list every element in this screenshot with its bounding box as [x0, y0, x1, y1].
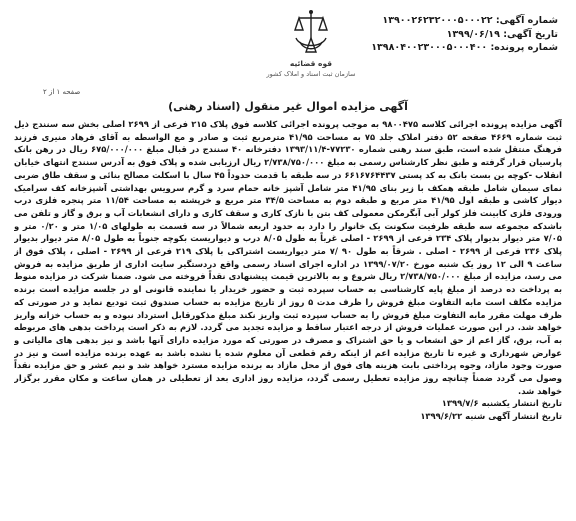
- organization-block: [236, 58, 386, 80]
- ad-date: تاریخ آگهی: ۱۳۹۹/۰۶/۱۹: [446, 28, 558, 40]
- ad-number: شماره آگهی: ۱۳۹۰۰۲۶۲۳۲۰۰۰۵۰۰۰۲۲: [382, 15, 558, 26]
- notice-body: [14, 118, 562, 518]
- publish-date-1: تاریخ انتشار یکشنبه ۱۳۹۹/۷/۶: [441, 398, 562, 409]
- org-subtitle: سازمان ثبت اسناد و املاک کشور: [266, 70, 356, 78]
- publish-date-2: تاریخ انتشار آگهی شنبه ۱۳۹۹/۶/۲۲: [420, 411, 562, 422]
- judiciary-emblem-icon: [290, 8, 332, 56]
- notice-text: آگهی مزایده پرونده اجرائی کلاسه ۹۸۰۰۴۷۵ به موجب پرونده اجرائی کلاسه فوق پلاک ۲۱۵ فرعی از ۲۶۹۹ اصلی بخش سه سنندج ذیل ثبت شماره ۴۶۶۹ صفحه ۵۲ دفتر املاک جلد ۷۵ به مساحت ۴۱/۹۵ مترمربع ثبت و صادر و مع الواسطه به آقای فرهاد منیری فرزند فرهنگ منتقل شده است، طبق سند رهنی شماره ۷۷۲۳۰-۱۳۹۳/۱۱/۴ دفترخانه ۴۰ سنندج در قبال مبلغ ۶۷۵/۰۰۰/۰۰۰ ریال در رهن بانک پارسیان قرار گرفته و طبق نظر کارشناس رسمی به مبلغ ۲/۷۳۸/۷۵۰/۰۰۰ ریال ارزیابی شده و پلاک فوق به آدرس سنندج انتهای خیابان انقلاب -کوچه بن بست بانک به کد پستی ۶۶۱۶۷۶۴۴۳۷ در سه طبقه با قدمت حدوداً ۴۵ سال با اسکلت مصالح بنائی و سقف طاق ضربی نمای سیمان شامل طبقه همکف با زیر بنای ۴۱/۹۵ متر شامل آشپز خانه حمام سرد و گرم سرویس بهداشتی آشپزخانه کف سرامیک دیوار کاشی و طبقه اول ۴۱/۹۵ متر مربع و طبقه دوم به مساحت ۳۴/۵ متر مربع و خرپشته به مساحت ۱۱/۵۴ متر پنجره فلزی درب ورودی فلزی کابینت فلز کولر آبی آبگرمکن معمولی کف بتن با نازک کاری و سقف کاری و دارای انشعابات آب و برق و گاز و تلفن می باشدکه مجموعه سه طبقه ظرفیت سکونت یک خانوار را دارد به حدود اربعه شمالاً در سه قسمت به طولهای ۱/۰۵ متر و ۰/۲۰ متر و ۷/۰۵ متر دیوار بدیوار پلاک ۲۳۴ فرعی از ۲۶۹۹ - اصلی غرباً به طول ۸/۰۵ درب و دیواریست بکوچه جنوباً به طول ۸/۰۵ متر دیوار بدیوار پلاک ۲۳۶ فرعی از ۲۶۹۹ - اصلی . شرقاً به طول ۹۰ /۷ متر دیواریست اشتراکی با پلاک ۲۱۹ فرعی از ۲۶۹۹ - اصلی ، پلاک فوق از ساعت ۹ الی ۱۲ روز یک شنبه مورخ ۱۳۹۹/۰۷/۲۰ در اداره اجرای اسناد رسمی واقع دردستگیر سایت اداری از طریق مزایده به فروش می رسد، مزایده از مبلغ ۲/۷۳۸/۷۵۰/۰۰۰ ریال شروع و به بالاترین قیمت پیشنهادی نقداً فروخته می شود. ضمنا شرکت در مزایده منوط به پرداخت ده درصد از مبلغ پایه کارشناسی به حساب سپرده ثبت و حضور خریدار یا نماینده قانونی او در جلسه مزایده است برنده مزایده مکلف است مابه التفاوت مبلغ فروش را ظرف مدت ۵ روز از تاریخ مزایده به حساب صندوق ثبت تودیع نماید و در صورتی که ظرف مهلت مقرر مابه التفاوت مبلغ فروش را به حساب سپرده ثبت واریز نکند مبلغ مذکورقابل استرداد نبوده و به حساب خزانه واریز خواهد شد. در این صورت عملیات فروش از درجه اعتبار ساقط و مزایده تجدید می گردد. لازم به ذکر است پرداخت بدهی های مربوطه به آب، برق، گاز اعم از حق انشعاب و یا حق اشتراک و مصرف در صورتی که مورد مزایده دارای آنها باشد و نیز بدهی های مالیاتی و عوارض شهرداری و غیره تا تاریخ مزایده اعم از اینکه رقم قطعی آن معلوم شده یا نشده باشد به عهده برنده مزایده است و نیز در صورت وجود مازاد، وجوه پرداختی بابت هزینه های فوق از محل مازاد به برنده مزایده مسترد خواهد شد و نیم عشر و حق مزایده نقداً وصول می گردد ضمناً چنانچه روز مزایده تعطیل رسمی گردد، مزایده روز اداری بعد از تعطیلی در همان ساعت و مکان مقرر برگزار خواهد شد.: [14, 119, 562, 396]
- case-number: شماره پرونده: ۱۳۹۸۰۴۰۰۲۳۰۰۰۵۰۰۰۴۰۰: [371, 42, 558, 53]
- notice-meta: [371, 14, 558, 55]
- notice-title: آگهی مزایده اموال غیر منقول (اسناد رهنی): [168, 100, 408, 113]
- org-name: قوه قضائیه: [289, 59, 333, 68]
- page-indicator: صفحه ۱ از ۲: [43, 88, 81, 96]
